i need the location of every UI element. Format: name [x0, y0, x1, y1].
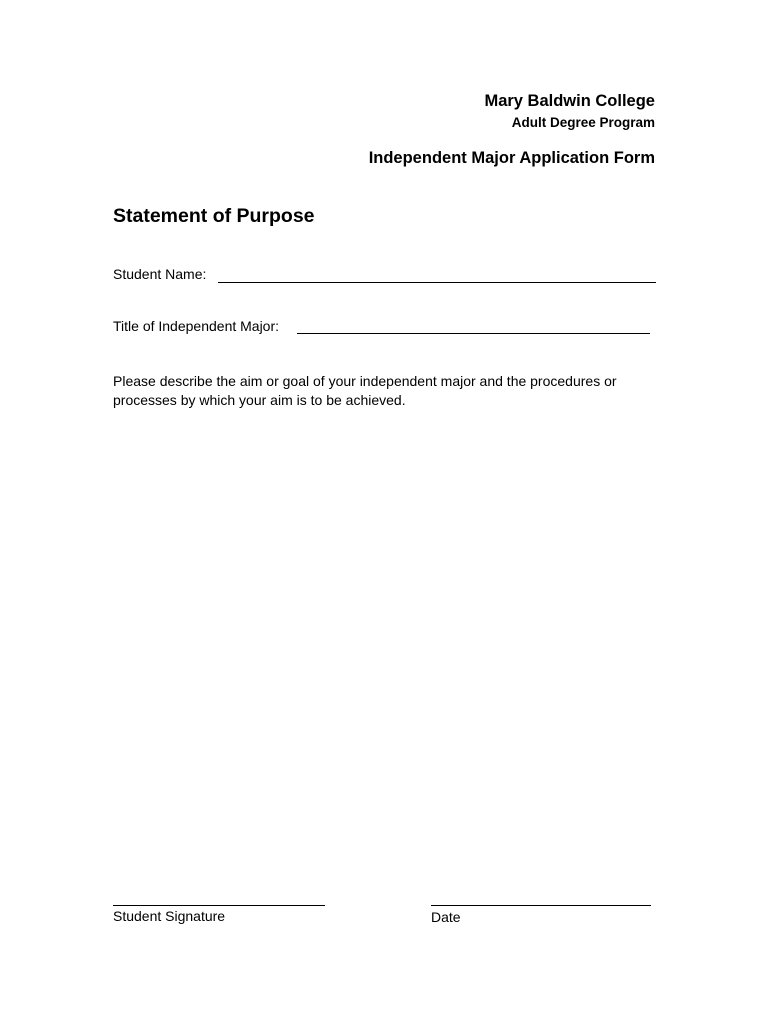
date-line[interactable]	[431, 905, 651, 906]
college-name: Mary Baldwin College	[484, 92, 655, 110]
instructions-text: Please describe the aim or goal of your independent major and the procedures or processes by which your aim is to be achieved.	[113, 373, 617, 408]
student-name-field[interactable]	[218, 282, 656, 283]
student-signature-label: Student Signature	[113, 908, 226, 924]
major-title-label: Title of Independent Major:	[113, 318, 280, 334]
section-heading: Statement of Purpose	[113, 205, 315, 227]
date-label: Date	[431, 909, 461, 925]
student-signature-line[interactable]	[113, 905, 325, 906]
program-name: Adult Degree Program	[511, 115, 655, 130]
form-title: Independent Major Application Form	[368, 149, 655, 167]
major-title-field[interactable]	[297, 333, 650, 334]
student-name-label: Student Name:	[113, 266, 207, 282]
